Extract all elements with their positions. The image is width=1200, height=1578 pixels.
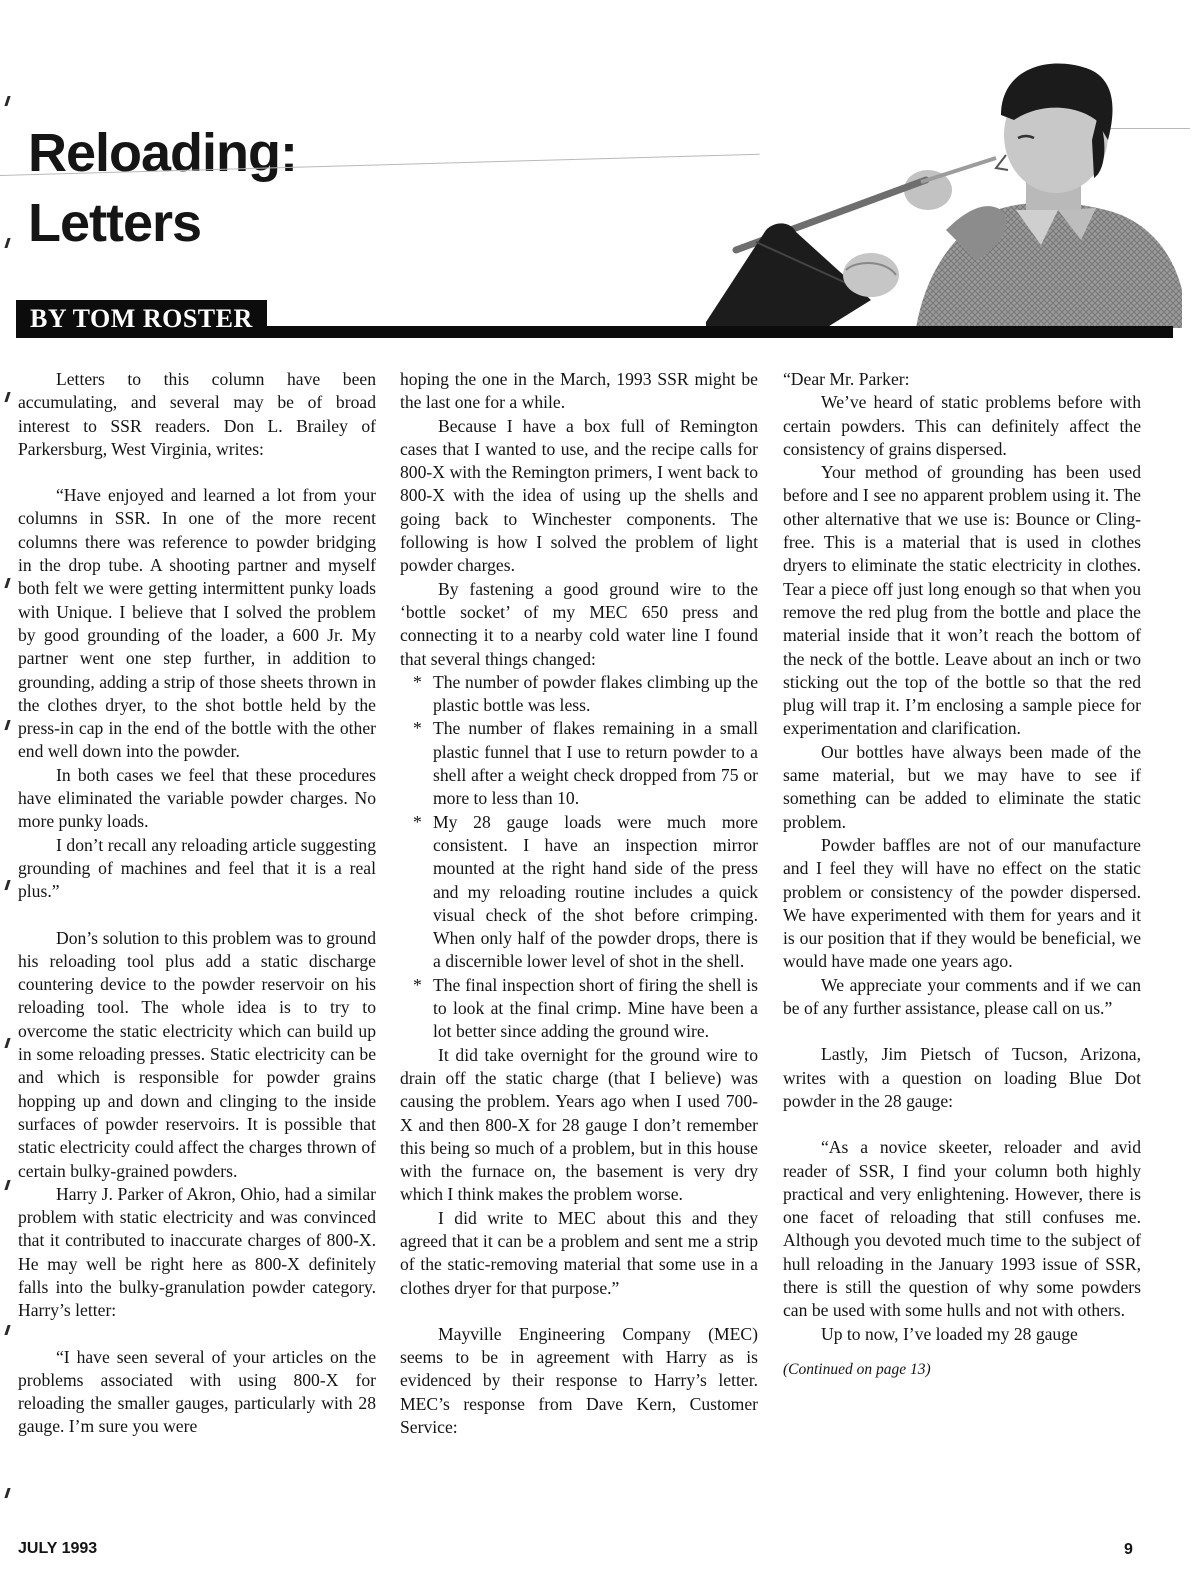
margin-mark bbox=[4, 1488, 10, 1498]
page-number: 9 bbox=[1124, 1541, 1133, 1558]
paragraph: Letters to this column have been accumulating, and several may be of broad interest to SSR readers. Don L. Brailey of Parkersburg, West Virginia, writes: bbox=[18, 369, 376, 459]
paragraph: I did write to MEC about this and they agreed that it can be a problem and sent me a strip of the static-removing material that some use in a clothes dryer for that purpose.” bbox=[400, 1207, 758, 1298]
column-2 bbox=[400, 368, 758, 1439]
asterisk-bullet: * bbox=[413, 718, 422, 739]
paragraph: Harry J. Parker of Akron, Ohio, had a similar problem with static electricity and was convinced that it contributed to inaccurate charges of 800-X. He may well be right here as 800-X definitely falls into the bulky-granulation powder category. Harry’s letter: bbox=[18, 1183, 376, 1321]
column-1 bbox=[18, 368, 376, 1439]
paragraph: By fastening a good ground wire to the ‘bottle socket’ of my MEC 650 press and connecting it to a nearby cold water line I found that several things changed: bbox=[400, 578, 758, 669]
article-title bbox=[28, 118, 297, 258]
asterisk-bullet: * bbox=[413, 671, 422, 692]
paragraph: Lastly, Jim Pietsch of Tucson, Arizona, writes with a question on loading Blue Dot powder in the 28 gauge: bbox=[783, 1044, 1141, 1111]
margin-mark bbox=[4, 96, 10, 106]
margin-mark bbox=[4, 392, 10, 402]
paragraph: In both cases we feel that these procedures have eliminated the variable powder charges. No more punky loads. bbox=[18, 764, 376, 832]
paragraph: hoping the one in the March, 1993 SSR might be the last one for a while. bbox=[400, 369, 758, 413]
bullet-list bbox=[400, 671, 758, 1044]
paragraph: “I have seen several of your articles on the problems associated with using 800-X for reloading the smaller gauges, particularly with 28 gauge. I’m sure you were bbox=[18, 1346, 376, 1437]
byline: BY TOM ROSTER bbox=[16, 300, 267, 338]
paragraph: Our bottles have always been made of the same material, but we may have to see if something can be added to eliminate the static problem. bbox=[783, 741, 1141, 832]
margin-mark bbox=[4, 1038, 10, 1048]
author-photo bbox=[696, 60, 1182, 330]
margin-mark bbox=[4, 578, 10, 588]
margin-mark bbox=[4, 720, 10, 730]
paragraph: “As a novice skeeter, reloader and avid reader of SSR, I find your column both highly practical and very enlightening. However, there is one facet of reloading that still confuses me. Although you devoted much time to the subject of hull reloading in the January 1993 issue of SSR, there is still the question of why some powders can be used with some hulls and not with others. bbox=[783, 1137, 1141, 1321]
list-item: * The number of flakes remaining in a small plastic funnel that I use to return powder to a shell after a weight check dropped from 75 or more to less than 10. bbox=[413, 718, 758, 809]
list-item: * My 28 gauge loads were much more consistent. I have an inspection mirror mounted at the right hand side of the press and my reloading routine includes a quick visual check of the shot before crimping. When only half of the powder drops, there is a discernible lower level of shot in the shell. bbox=[413, 811, 758, 972]
margin-mark bbox=[4, 1180, 10, 1190]
margin-mark bbox=[4, 238, 10, 248]
column-3 bbox=[783, 368, 1141, 1381]
paragraph: Mayville Engineering Company (MEC) seems to be in agreement with Harry as is evidenced by their response to Harry’s letter. MEC’s response from Dave Kern, Customer Service: bbox=[400, 1323, 758, 1438]
list-item: * The number of powder flakes climbing up the plastic bottle was less. bbox=[413, 671, 758, 716]
paragraph: Powder baffles are not of our manufacture and I feel they will have no effect on the static problem or consistency of the powder dispersed. We have experimented with them for years and it is our position that if they would be beneficial, we would have made one years ago. bbox=[783, 834, 1141, 972]
margin-mark bbox=[4, 880, 10, 890]
continued-note: (Continued on page 13) bbox=[783, 1360, 931, 1378]
asterisk-bullet: * bbox=[413, 974, 422, 995]
paragraph: Don’s solution to this problem was to ground his reloading tool plus add a static discharge countering device to the powder reservoir on his reloading tool. The whole idea is to try to overcome the static electricity which can build up in some reloading presses. Static electricity can be and which is responsible for powder grains hopping up and down and clinging to the inside surfaces of powder reservoirs. It is possible that static electricity could affect the charges thrown of certain bulky-grained powders. bbox=[18, 927, 376, 1181]
paragraph: Your method of grounding has been used before and I see no apparent problem using it. The other alternative that we use is: Bounce or Cling-free. This is a material that is used in clothes dryers to eliminate the static electricity in clothes. Tear a piece off just long enough so that when you remove the red plug from the bottle and place the material inside that it won’t reach the bottom of the neck of the bottle. Leave about an inch or two sticking out the top of the bottle so that the red plug will trap it. I’m enclosing a sample piece for experimentation and clarification. bbox=[783, 462, 1141, 739]
paragraph: “Have enjoyed and learned a lot from your columns in SSR. In one of the more recent columns there was reference to powder bridging in the drop tube. A shooting partner and myself both felt we were getting intermittent punky loads with Unique. I believe that I solved the problem by good grounding of the loader, a 600 Jr. My partner went one step further, in addition to grounding, adding a strip of those sheets thrown in the clothes dryer, to the shot bottle held by the press-in cap in the end of the bottle with the other end well down into the powder. bbox=[18, 485, 376, 762]
asterisk-bullet: * bbox=[413, 811, 422, 832]
list-item: * The final inspection short of firing the shell is to look at the final crimp. Mine have been a lot better since adding the ground wire. bbox=[413, 974, 758, 1042]
title-line-2: Letters bbox=[28, 193, 202, 253]
issue-date: JULY 1993 bbox=[18, 1540, 98, 1557]
title-line-1: Reloading: bbox=[28, 123, 297, 183]
salutation: “Dear Mr. Parker: bbox=[783, 369, 910, 389]
paragraph: Because I have a box full of Remington cases that I wanted to use, and the recipe calls for 800-X with the Remington primers, I went back to 800-X with the idea of using up the shells and going back to Winchester components. The following is how I solved the problem of light powder charges. bbox=[400, 415, 758, 576]
margin-mark bbox=[4, 1325, 10, 1335]
paragraph: We appreciate your comments and if we can be of any further assistance, please call on us.” bbox=[783, 974, 1141, 1019]
paragraph: Up to now, I’ve loaded my 28 gauge bbox=[821, 1323, 1078, 1344]
paragraph: I don’t recall any reloading article suggesting grounding of machines and feel that it is a real plus.” bbox=[18, 834, 376, 902]
paragraph: It did take overnight for the ground wire to drain off the static charge (that I believe) was causing the problem. Years ago when I used 700-X and then 800-X for 28 gauge I don’t remember this being so much of a problem, but in this house with the furnace on, the basement is very dry which I think makes the problem worse. bbox=[400, 1044, 758, 1205]
paragraph: We’ve heard of static problems before with certain powders. This can definitely affect the consistency of grains dispersed. bbox=[783, 392, 1141, 459]
